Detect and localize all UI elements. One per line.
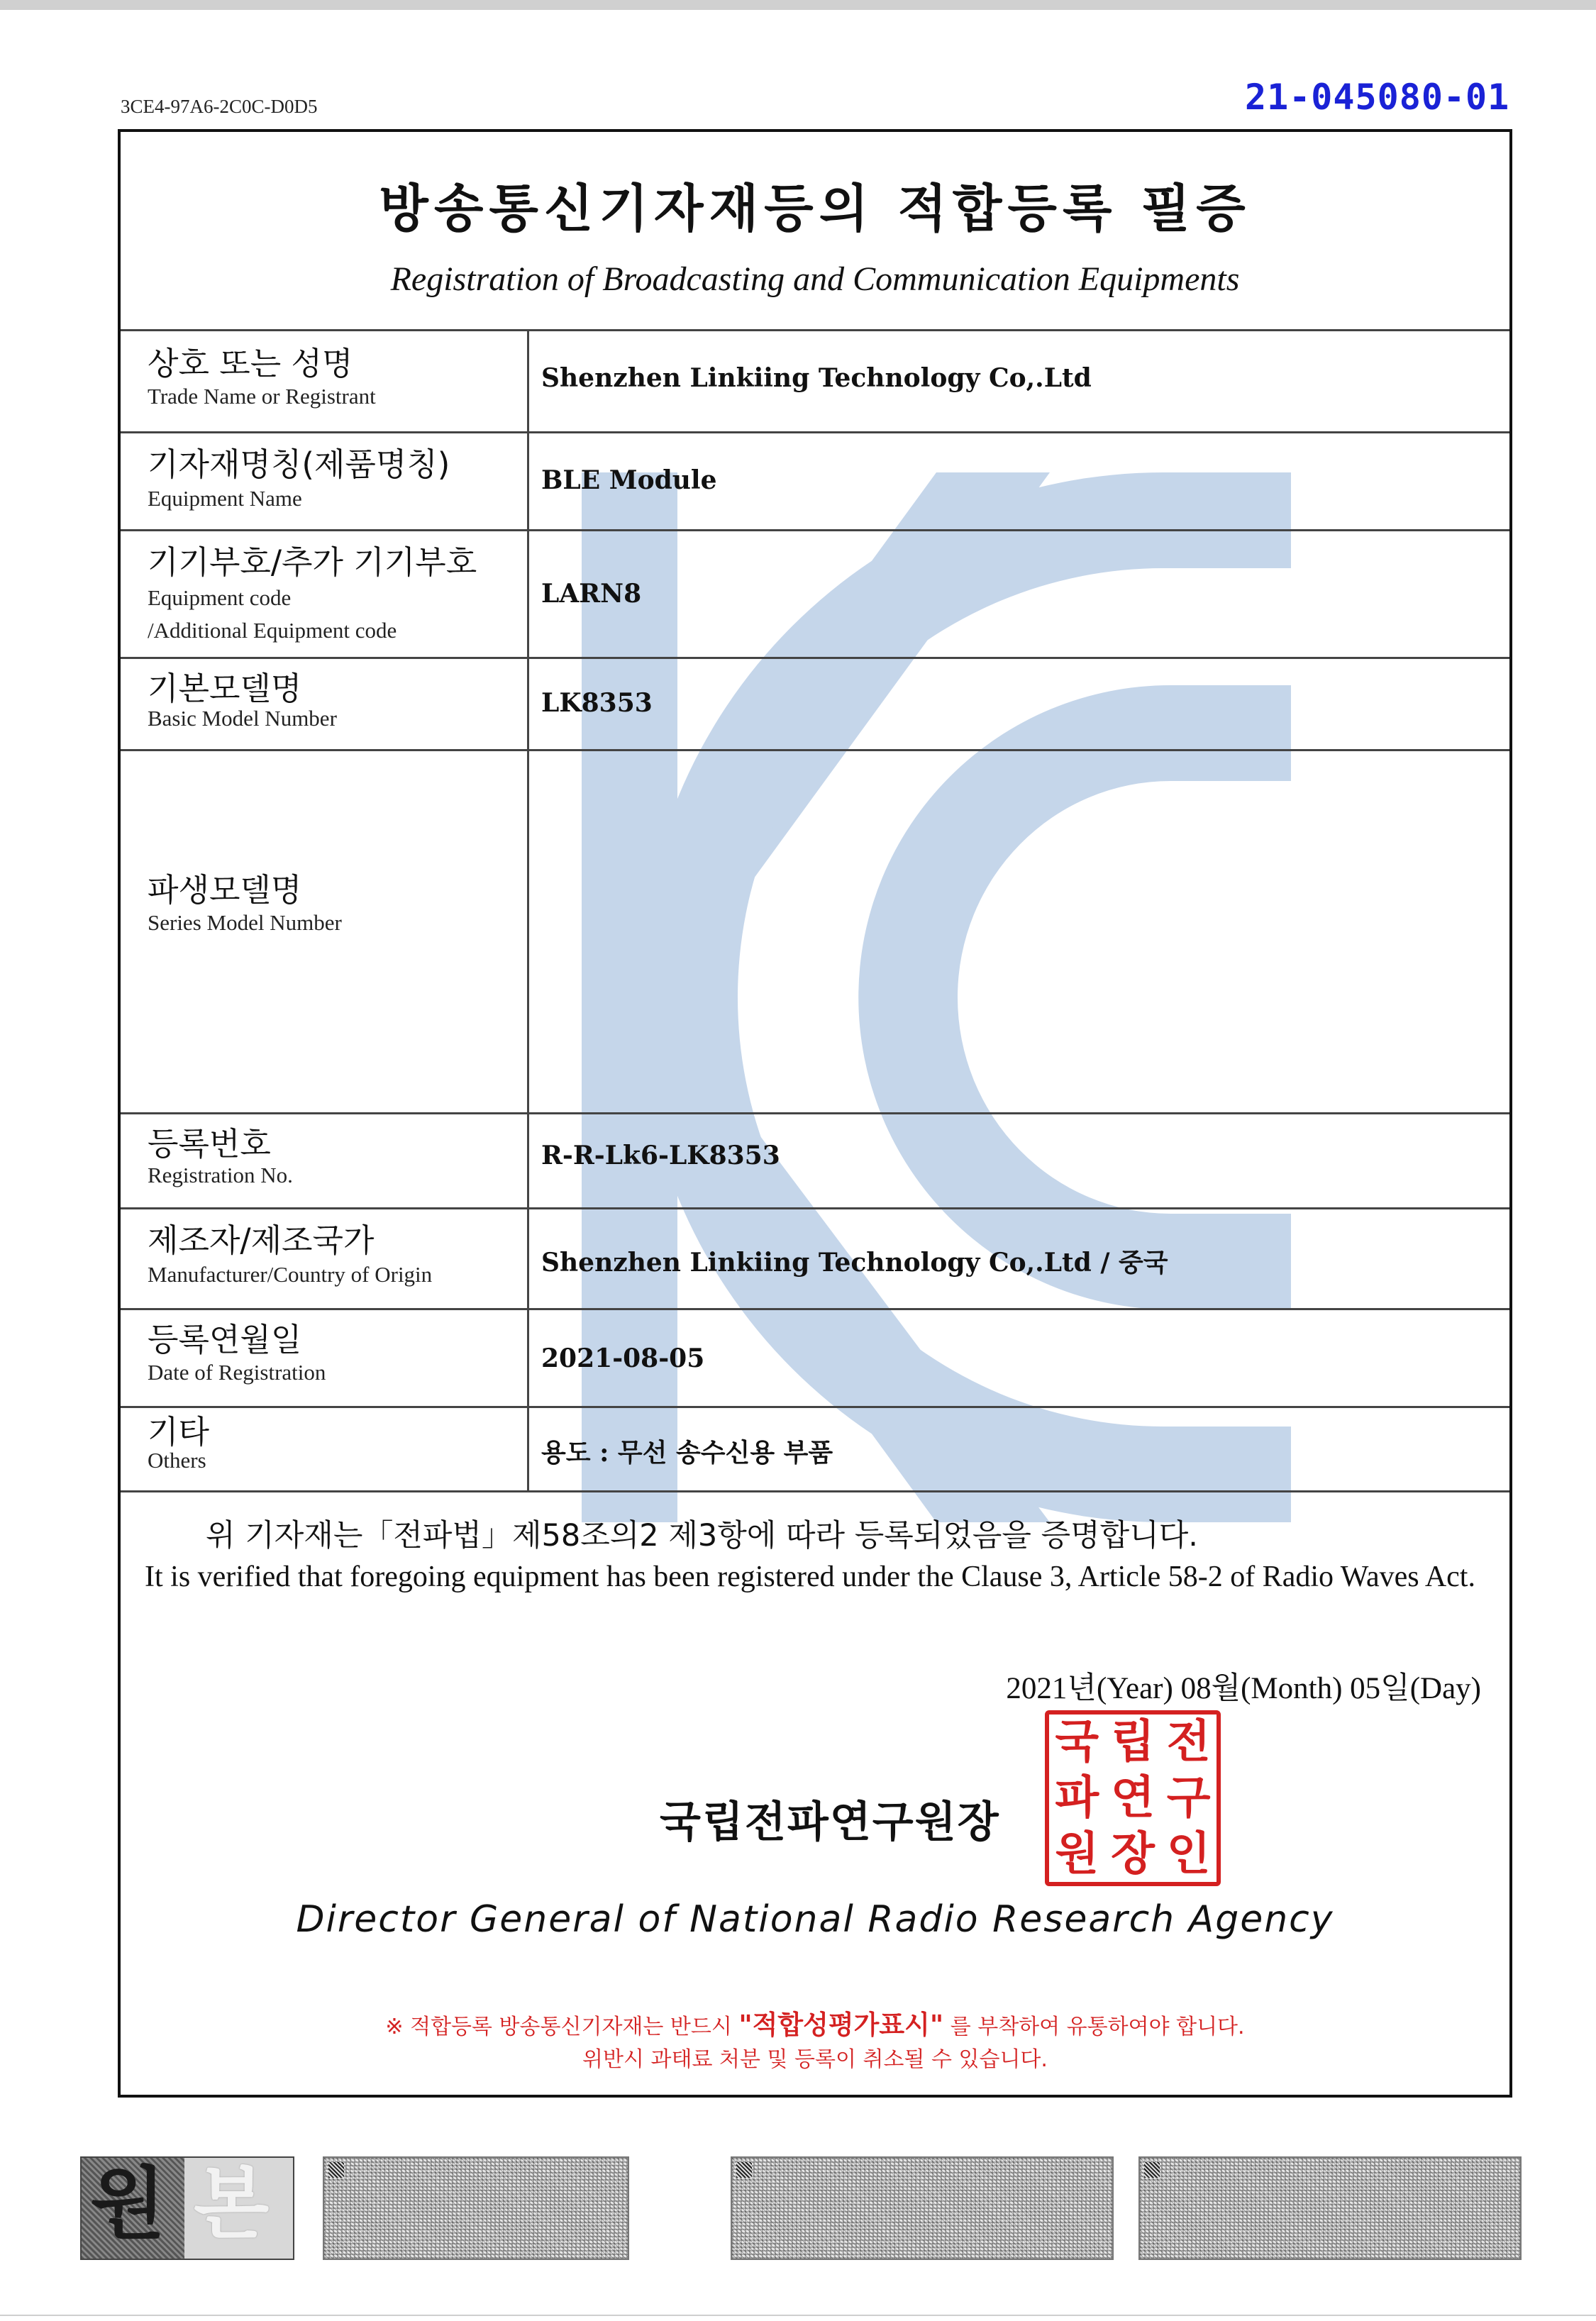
field-label-english: Equipment code: [148, 585, 292, 610]
document-code: 3CE4-97A6-2C0C-D0D5: [121, 96, 318, 117]
original-stamp: [80, 2156, 294, 2260]
field-row-registration-no: [121, 1112, 1509, 1207]
bottom-edge: [0, 2315, 1596, 2316]
field-row-manufacturer: [121, 1207, 1509, 1308]
security-pattern: [1138, 2156, 1522, 2260]
field-row-trade-name: [121, 329, 1509, 431]
field-value: Shenzhen Linkiing Technology Co,.Ltd / 중국: [541, 1248, 1168, 1278]
field-label-english-extra: /Additional Equipment code: [148, 618, 397, 643]
field-value: R-R-Lk6-LK8353: [541, 1141, 780, 1170]
field-label-korean: 상호 또는 성명: [148, 345, 353, 382]
field-label-korean: 등록번호: [148, 1125, 271, 1163]
security-pattern: [323, 2156, 629, 2260]
field-row-basic-model: [121, 657, 1509, 749]
seal-char: 구: [1166, 1771, 1211, 1824]
issue-date: 2021년(Year) 08월(Month) 05일(Day): [1006, 1672, 1481, 1705]
statement-korean: 위 기자재는「전파법」제58조의2 제3항에 따라 등록되었음을 증명합니다.: [206, 1518, 1198, 1553]
seal-char: 립: [1111, 1716, 1155, 1769]
issuer-english: Director General of National Radio Research Agency: [296, 1898, 1334, 1941]
field-label-english: Series Model Number: [148, 910, 342, 935]
field-row-registration-date: [121, 1308, 1509, 1406]
field-label-korean: 기기부호/추가 기기부호: [148, 543, 477, 581]
field-label-english: Trade Name or Registrant: [148, 384, 376, 409]
issuer-korean: 국립전파연구원장: [660, 1797, 1000, 1847]
notice-text: 를 부착하여 유통하여야 합니다.: [943, 2015, 1245, 2039]
certificate-frame: [118, 129, 1512, 2098]
field-label-korean: 기자재명칭(제품명칭): [148, 445, 450, 483]
seal-char: 파: [1055, 1771, 1099, 1824]
field-label-english: Others: [148, 1448, 206, 1473]
official-seal: [1045, 1710, 1221, 1886]
stamp-char: 원: [90, 2159, 166, 2249]
title-english: Registration of Broadcasting and Communication Equipments: [390, 260, 1240, 298]
field-value: 2021-08-05: [541, 1344, 705, 1373]
seal-char: 원: [1055, 1827, 1099, 1880]
seal-char: 인: [1166, 1827, 1211, 1880]
field-label-korean: 등록연월일: [148, 1321, 302, 1358]
security-pattern: [731, 2156, 1114, 2260]
notice-text: ※ 적합등록 방송통신기자재는 반드시: [385, 2015, 739, 2039]
top-bar: [0, 0, 1596, 10]
field-value: LARN8: [541, 579, 642, 609]
field-value: Shenzhen Linkiing Technology Co,.Ltd: [541, 363, 1092, 393]
seal-char: 국: [1055, 1716, 1099, 1769]
notice-emphasis: "적합성평가표시": [738, 2010, 944, 2040]
field-label-english: Equipment Name: [148, 486, 302, 511]
field-label-english: Registration No.: [148, 1163, 293, 1187]
divider: [121, 1490, 1509, 1492]
field-row-equipment-code: [121, 529, 1509, 657]
field-label-korean: 파생모델명: [148, 871, 302, 909]
stamp-char: 본: [194, 2159, 270, 2249]
field-label-korean: 제조자/제조국가: [148, 1222, 375, 1259]
title-korean: 방송통신기자재등의 적합등록 필증: [379, 179, 1251, 238]
field-label-english: Manufacturer/Country of Origin: [148, 1262, 433, 1287]
seal-char: 전: [1166, 1716, 1211, 1769]
seal-char: 연: [1111, 1771, 1155, 1824]
notice-line-1: [121, 2003, 1509, 2042]
statement-english: It is verified that foregoing equipment has been registered under the Clause 3, Article 58-2 of Radio Waves Act.: [145, 1561, 1475, 1593]
field-label-english: Basic Model Number: [148, 706, 337, 731]
certificate-number: 21-045080-01: [1245, 77, 1510, 118]
notice-line-2: 위반시 과태료 처분 및 등록이 취소될 수 있습니다.: [582, 2047, 1048, 2072]
field-value: LK8353: [541, 688, 653, 718]
field-value: BLE Module: [541, 465, 717, 495]
field-label-english: Date of Registration: [148, 1360, 326, 1385]
field-label-korean: 기본모델명: [148, 670, 302, 707]
field-label-korean: 기타: [148, 1413, 209, 1451]
field-row-equipment-name: [121, 431, 1509, 529]
field-row-series-model: [121, 749, 1509, 1112]
field-value: 용도 : 무선 송수신용 부품: [541, 1438, 833, 1468]
field-row-others: [121, 1406, 1509, 1490]
seal-char: 장: [1111, 1827, 1155, 1880]
